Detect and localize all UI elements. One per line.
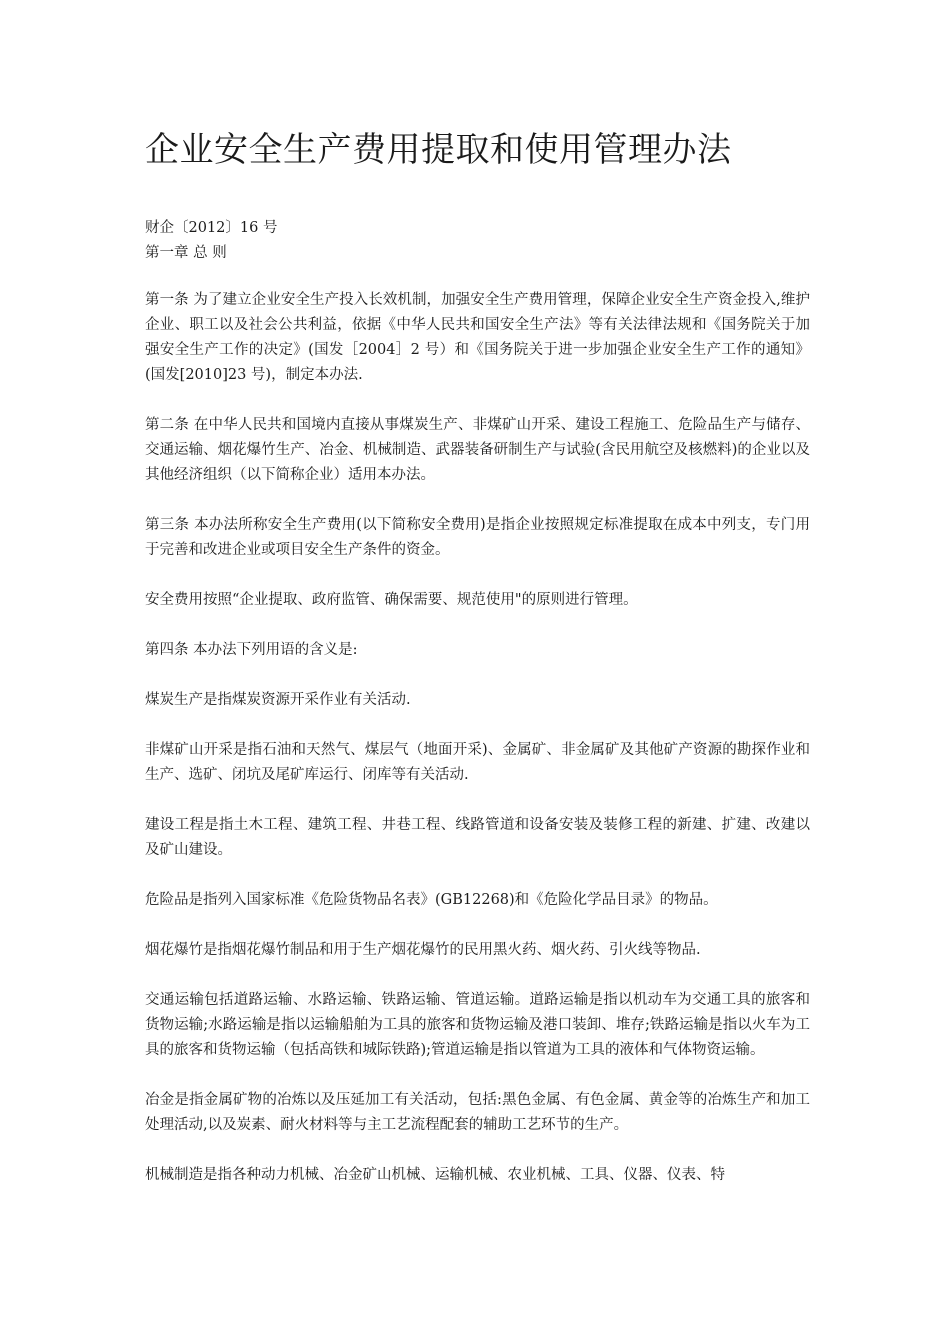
paragraph-hazardous-goods-definition: 危险品是指列入国家标准《危险货物品名表》(GB12268)和《危险化学品目录》的物品。 [145,892,718,908]
paragraph-principle: 安全费用按照“企业提取、政府监管、确保需要、规范使用"的原则进行管理。 [145,592,638,608]
document-title: 企业安全生产费用提取和使用管理办法 [145,130,732,170]
chapter-heading: 第一章 总 则 [145,245,227,261]
paragraph-article-4: 第四条 本办法下列用语的含义是: [145,642,358,658]
paragraph-construction-definition: 建设工程是指土木工程、建筑工程、井巷工程、线路管道和设备安装及装修工程的新建、扩建、改建以及矿山建设。 [145,817,810,858]
paragraph-article-3: 第三条 本办法所称安全生产费用(以下简称安全费用)是指企业按照规定标准提取在成本中列支，专门用于完善和改进企业或项目安全生产条件的资金。 [145,517,810,558]
paragraph-transport-definition: 交通运输包括道路运输、水路运输、铁路运输、管道运输。道路运输是指以机动车为交通工具的旅客和货物运输;水路运输是指以运输船舶为工具的旅客和货物运输及港口装卸、堆存;铁路运输是指以火车为工具的旅客和货物运输（包括高铁和城际铁路);管道运输是指以管道为工具的液体和气体物资运输。 [145,992,810,1058]
paragraph-fireworks-definition: 烟花爆竹是指烟花爆竹制品和用于生产烟花爆竹的民用黑火药、烟火药、引火线等物品. [145,942,701,958]
document-body [145,288,810,1213]
document-meta [145,216,277,266]
document-number: 财企〔2012〕16 号 [145,220,278,236]
paragraph-article-2: 第二条 在中华人民共和国境内直接从事煤炭生产、非煤矿山开采、建设工程施工、危险品生产与储存、交通运输、烟花爆竹生产、冶金、机械制造、武器装备研制生产与试验(含民用航空及核燃料)的企业以及其他经济组织（以下简称企业）适用本办法。 [145,417,810,483]
paragraph-metallurgy-definition: 冶金是指金属矿物的冶炼以及压延加工有关活动，包括:黑色金属、有色金属、黄金等的冶炼生产和加工处理活动,以及炭素、耐火材料等与主工艺流程配套的辅助工艺环节的生产。 [145,1092,810,1133]
paragraph-machinery-definition: 机械制造是指各种动力机械、冶金矿山机械、运输机械、农业机械、工具、仪器、仪表、特 [145,1167,725,1183]
paragraph-coal-definition: 煤炭生产是指煤炭资源开采作业有关活动. [145,692,411,708]
paragraph-article-1: 第一条 为了建立企业安全生产投入长效机制，加强安全生产费用管理，保障企业安全生产资金投入,维护企业、职工以及社会公共利益，依据《中华人民共和国安全生产法》等有关法律法规和《国务院关于加强安全生产工作的决定》(国发［2004］2 号）和《国务院关于进一步加强企业安全生产工作的通知》(国发[2010]23 号)，制定本办法. [145,292,810,383]
paragraph-non-coal-mining-definition: 非煤矿山开采是指石油和天然气、煤层气（地面开采)、金属矿、非金属矿及其他矿产资源的勘探作业和生产、选矿、闭坑及尾矿库运行、闭库等有关活动. [145,742,810,783]
